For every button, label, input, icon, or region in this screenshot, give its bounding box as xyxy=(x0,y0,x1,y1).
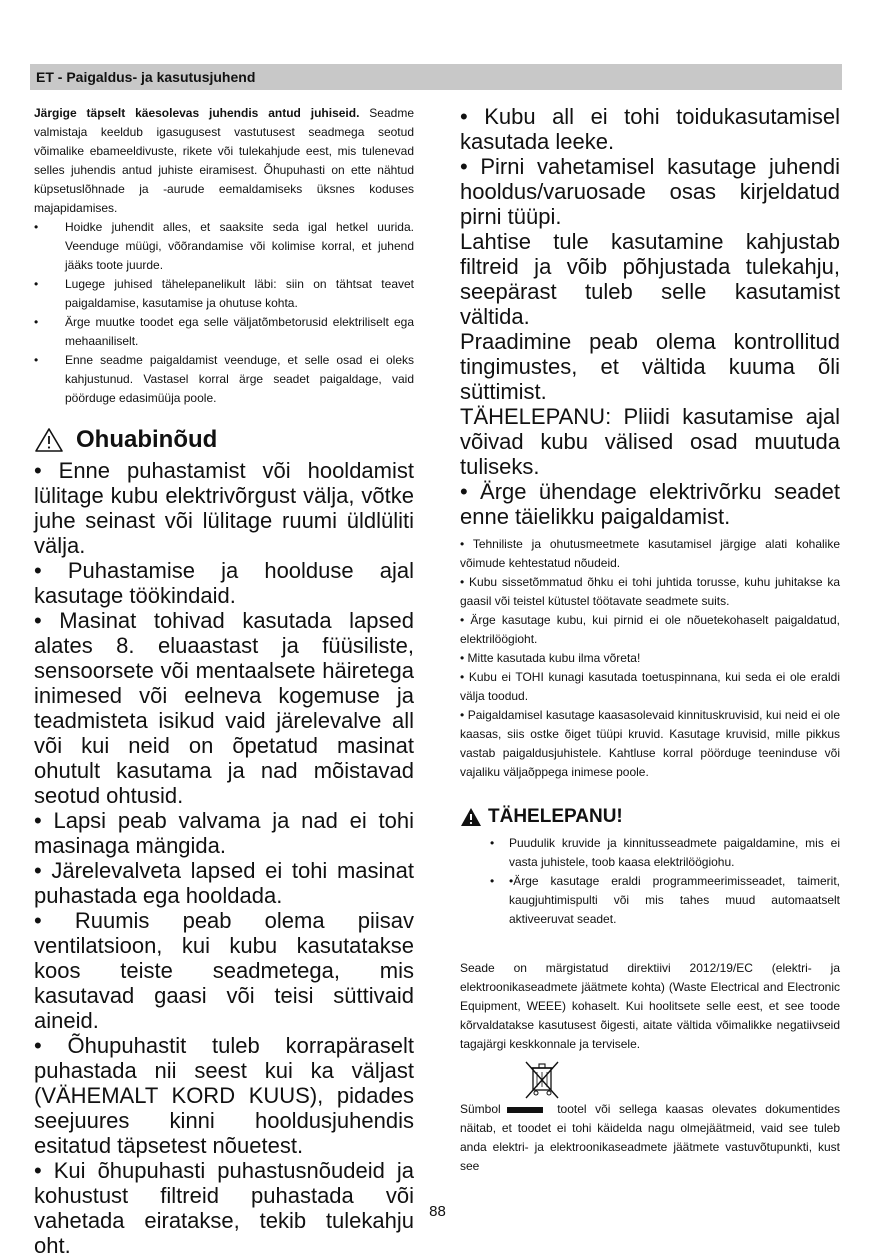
safety-large-text xyxy=(460,104,840,529)
paragraph: Lahtise tule kasutamine kahjustab filtreid ja võib põhjustada tulekahju, seepärast tuleb selle kasutamist vältida. xyxy=(460,229,840,329)
paragraph: • Pirni vahetamisel kasutage juhendi hooldus/varuosade osas kirjeldatud pirni tüüpi. xyxy=(460,154,840,229)
header-bar xyxy=(30,64,842,90)
symbol-word: Sümbol xyxy=(460,1102,501,1116)
intro-paragraph xyxy=(34,104,414,218)
intro-bullet-list xyxy=(34,218,414,408)
list-item: • Ärge muutke toodet ega selle väljatõmbetorusid elektriliselt ega mehaaniliselt. xyxy=(34,313,414,351)
list-item: • Enne seadme paigaldamist veenduge, et selle osad ei oleks kahjustunud. Vastasel korral ärge seadet paigaldage, vaid pöörduge edasimüüja poole. xyxy=(34,351,414,408)
paragraph: • Järelevalveta lapsed ei tohi masinat puhastada ega hooldada. xyxy=(34,858,414,908)
black-bar-symbol-icon xyxy=(507,1107,543,1113)
section-heading xyxy=(34,422,414,458)
paragraph: • Ruumis peab olema piisav ventilatsioon, kui kubu kasutatakse koos teiste seadmetega, mis kasutavad gaasi või teisi süttivaid aineid. xyxy=(34,908,414,1033)
paragraph: • Ärge ühendage elektrivõrku seadet enne täielikku paigaldamist. xyxy=(460,479,840,529)
symbol-text: tootel või sellega kaasas olevates dokumentides näitab, et toodet ei tohi käidelda nagu olmejäätmeid, vaid see tuleb anda elektri- ja elektroonikaseadmete jäätmete vastuvõtupunkti, kust see xyxy=(460,1102,840,1173)
precautions-text xyxy=(34,458,414,1258)
warning-filled-icon xyxy=(460,807,482,827)
paragraph: • Paigaldamisel kasutage kaasasolevaid kinnituskruvisid, kui neid ei ole kaasas, siis ostke õiget tüüpi kruvid. Kasutage kruvisid, mille pikkus vastab paigaldusjuhistele. Kahtluse korral pöörduge teeninduse või vajaliku väljaõppega inimese poole. xyxy=(460,708,840,779)
paragraph: • Kui õhupuhasti puhastusnõudeid ja kohustust filtreid puhastada või vahetada eiratakse, tekib tulekahju oht. xyxy=(34,1158,414,1258)
paragraph: • Kubu sissetõmmatud õhku ei tohi juhtida torusse, kuhu juhitakse ka gaasil või teistel kütustel töötavate seadmete suits. xyxy=(460,575,840,608)
list-item: • Puudulik kruvide ja kinnitusseadmete paigaldamine, mis ei vasta juhistele, toob kaasa elektrilöögiohu. xyxy=(490,834,840,872)
list-item: • Hoidke juhendit alles, et saaksite seda igal hetkel uurida. Veenduge müügi, võõrandamise või kolimise korral, et juhend jääks toote juurde. xyxy=(34,218,414,275)
right-column xyxy=(460,104,840,1176)
paragraph: • Enne puhastamist või hooldamist lülitage kubu elektrivõrgust välja, võtke juhe seinast või lülitage ruumi üldlüliti välja. xyxy=(34,458,414,558)
document-title: ET - Paigaldus- ja kasutusjuhend xyxy=(36,69,256,85)
page-number: 88 xyxy=(429,1203,446,1220)
warning-triangle-icon xyxy=(34,427,64,453)
paragraph: • Puhastamise ja hoolduse ajal kasutage töökindaid. xyxy=(34,558,414,608)
left-column xyxy=(34,104,414,1258)
safety-small-text xyxy=(460,535,840,782)
paragraph: • Kubu all ei tohi toidukasutamisel kasutada leeke. xyxy=(460,104,840,154)
paragraph: TÄHELEPANU: Pliidi kasutamise ajal võivad kubu välised osad muutuda tuliseks. xyxy=(460,404,840,479)
list-item: • •Ärge kasutage eraldi programmeerimisseadet, taimerit, kaugjuhtimispulti või mis tahes muud automaatselt aktiveeruvat seadet. xyxy=(490,872,840,929)
intro-bold-text: Järgige täpselt käesolevas juhendis antud juhiseid. xyxy=(34,106,360,120)
paragraph: • Masinat tohivad kasutada lapsed alates 8. eluaastast ja füüsiliste, sensoorsete või mentaalsete häiretega inimesed või eelneva kogemuse ja teadmisteta isikud vaid järelevalve all või kui neid on õpetatud masinat ohutult kasutama ja nad mõistavad seotud ohtusid. xyxy=(34,608,414,808)
intro-text: Seadme valmistaja keeldub igasugusest vastutusest seadmega seotud võimalike ebameeldivuste, rikete või tulekahjude eest, mis tulenevad selles juhendis antud juhiste eiramisest. Õhupuhasti on ette nähtud küpsetuslõhnade ja -aurude eemaldamiseks üksnes koduses majapidamises. xyxy=(34,106,414,215)
attention-list xyxy=(460,834,840,929)
symbol-paragraph xyxy=(460,1100,840,1176)
paragraph: • Lapsi peab valvama ja nad ei tohi masinaga mängida. xyxy=(34,808,414,858)
crossed-bin-icon xyxy=(522,1058,562,1100)
list-item: • Lugege juhised tähelepanelikult läbi: siin on tähtsat teavet paigaldamise, kasutamise ja ohutuse kohta. xyxy=(34,275,414,313)
paragraph: • Tehniliste ja ohutusmeetmete kasutamisel järgige alati kohalike võimude kehtestatud nõudeid. xyxy=(460,537,840,570)
paragraph: • Ärge kasutage kubu, kui pirnid ei ole nõuetekohaselt paigaldatud, elektrilöögioht. xyxy=(460,613,840,646)
paragraph: • Kubu ei TOHI kunagi kasutada toetuspinnana, kui seda ei ole eraldi välja toodud. xyxy=(460,670,840,703)
attention-title: TÄHELEPANU! xyxy=(488,806,623,827)
attention-heading xyxy=(460,802,840,832)
paragraph: Praadimine peab olema kontrollitud tingimustes, et vältida kuuma õli süttimist. xyxy=(460,329,840,404)
section-title: Ohuabinõud xyxy=(76,426,218,453)
paragraph: • Õhupuhastit tuleb korrapäraselt puhastada nii seest kui ka väljast (VÄHEMALT KORD KUUS), pidades seejuures kinni hooldusjuhendis esitatud täpsetest nõuetest. xyxy=(34,1033,414,1158)
paragraph: • Mitte kasutada kubu ilma võreta! xyxy=(460,651,641,665)
weee-paragraph: Seade on märgistatud direktiivi 2012/19/EC (elektri- ja elektroonikaseadmete jäätmete kohta) (Waste Electrical and Electronic Equipment, WEEE) kohaselt. Kui hoolitsete selle eest, et see toode kõrvaldatakse kasutusest õigesti, aitate vältida võimalikke negatiivseid tagajärgi keskkonnale ja tervisele. xyxy=(460,961,840,1051)
